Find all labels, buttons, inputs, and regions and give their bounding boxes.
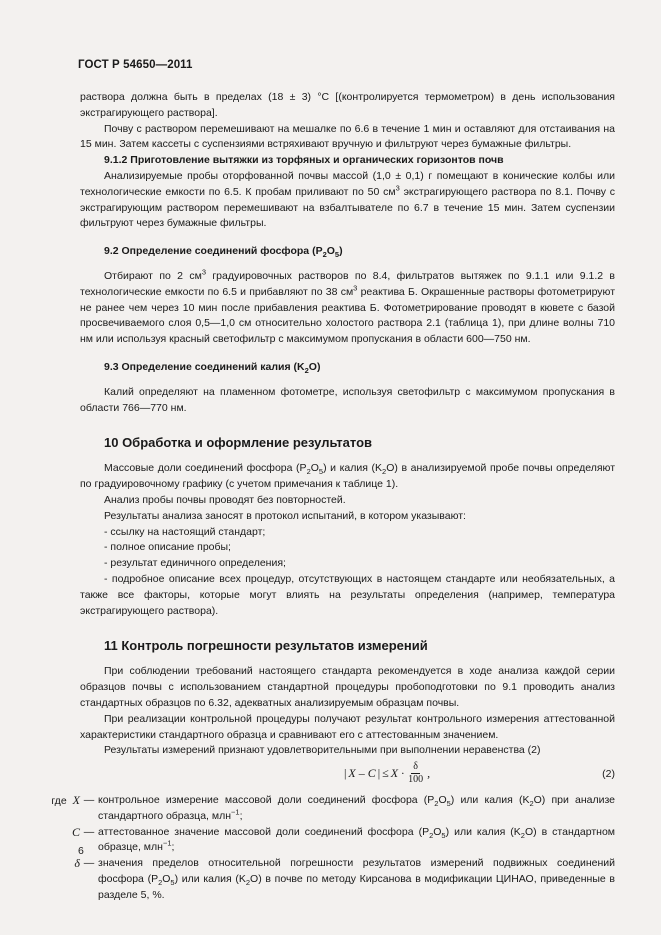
definition-x: где X — контрольное измерение массовой доли соединений фосфора $(P_2O_5)$ или калия $(K_2O)$ при анализе стандартного образца, млн$^{-1}$; [51, 793, 615, 822]
formula-x: X · [390, 765, 405, 780]
section-9-2-title: 9.2 Определение соединений фосфора $(P_2O_5)$ [104, 245, 343, 260]
list-item: - ссылку на настоящий стандарт; [104, 525, 266, 538]
equation-number: (2) [602, 768, 615, 781]
definition-delta: δ — значения пределов относительной погрешности результатов измерений подвижных соединений фосфора $(P_2O_5)$ или калия $(K_2O)$ в почве по методу Кирсанова в модификации ЦИНАО, приведенные в разделе 5, %. [74, 856, 616, 901]
paragraph-mixing: Почву с раствором перемешивают на мешалке по 6.6 в течение 1 мин и оставляют для отстаивания на 15 мин. Затем кассеты с суспензиями встряхивают вручную и фильтруют через бумажные фильтры. [80, 122, 615, 151]
protocol-list [80, 525, 615, 620]
paragraph-control-procedure: При реализации контрольной процедуры получают результат контрольного измерения аттестованной характеристики стандартного образца и сравнивают его с аттестованным значением. [80, 712, 615, 741]
paragraph-mass-fractions: Массовые доли соединений фосфора $(P_2O_5)$ и калия $(K_2O)$ в анализируемой пробе почвы определяют по градуировочному графику (с учетом примечания к таблице 1). [80, 462, 615, 491]
document-header: ГОСТ Р 54650—2011 [78, 59, 193, 71]
page-number: 6 [78, 845, 84, 857]
list-item: - подробное описание всех процедур, отсутствующих в настоящем стандарте или необязательных, а также все факторы, которые могут влиять на результаты определения (например, температура экстрагирующего раствора). [80, 572, 615, 617]
formula-lhs: X – C [348, 765, 376, 780]
definitions [25, 793, 615, 904]
section-9-3-title: 9.3 Определение соединений калия $(K_2O)$ [104, 360, 321, 376]
list-item: - полное описание пробы; [104, 541, 231, 554]
formula-fraction: $\frac{\delta}{100}$ [408, 761, 424, 786]
paragraph-standard-samples: При соблюдении требований настоящего стандарта рекомендуется в ходе анализа каждой серии образцов почвы с использованием стандартной процедуры пробоподготовки по 9.1 проводить анализ стандартных образцов по 6.32, адекватных анализируемым образцам почвы. [80, 665, 615, 709]
formula-2: | X – C | ≤ X · $\frac{\delta}{100}$ , (2) [344, 761, 615, 786]
definition-c: C — аттестованное значение массовой доли соединений фосфора $(P_2O_5)$ или калия $(K_2O)$ в стандартном образце, млн$^{-1}$; [71, 824, 616, 854]
list-item: - результат единичного определения; [104, 557, 286, 570]
paragraph-no-repeats: Анализ пробы почвы проводят без повторностей. [104, 493, 346, 506]
paragraph-inequality-intro: Результаты измерений признают удовлетворительными при выполнении неравенства (2) [104, 744, 541, 757]
paragraph-peat-extraction: Анализируемые пробы оторфованной почвы массой (1,0 ± 0,1) г помещают в конические колбы или технологические емкости по 6.5. К пробам приливают по 50 $см^3$ экстрагирующего раствора по 8.1. Почву с экстрагирующим раствором перемешивают на взбалтывателе по 6.7 в течение 15 мин. Затем суспензии фильтруют через бумажные фильтры. [80, 169, 616, 230]
formula-le: ≤ [382, 765, 389, 780]
paragraph-potassium: Калий определяют на пламенном фотометре, используя светофильтр с максимумом пропускания в области 766—770 нм. [80, 385, 615, 414]
paragraph-temperature: раствора должна быть в пределах (18 ± 3) °С [(контролируется термометром) в день использования экстрагирующего раствора]. [80, 91, 615, 119]
paragraph-phosphorus: Отбирают по 2 $см^3$ градуировочных растворов по 8.4, фильтратов вытяжек по 9.1.1 или 9.1.2 в технологические емкости по 6.5 и прибавляют по 38 $см^3$ реактива Б. Окрашенные растворы фотометрируют не ранее чем через 10 мин после прибавления реактива Б. Фотометрирование проводят в кювете с базой просвечиваемого слоя 0,5—1,0 см относительно холостого раствора 2.1 (таблица 1), при длине волны 710 нм или используя красный светофильтр с максимумом пропускания в области 600—750 нм. [80, 267, 616, 346]
paragraph-protocol: Результаты анализа заносят в протокол испытаний, в котором указывают: [104, 509, 466, 522]
document-body [51, 90, 616, 904]
section-10-title: 10 Обработка и оформление результатов [104, 435, 373, 451]
subsection-9-1-2-title: 9.1.2 Приготовление вытяжки из торфяных и органических горизонтов почв [104, 154, 504, 167]
section-11-title: 11 Контроль погрешности результатов измерений [104, 638, 428, 654]
